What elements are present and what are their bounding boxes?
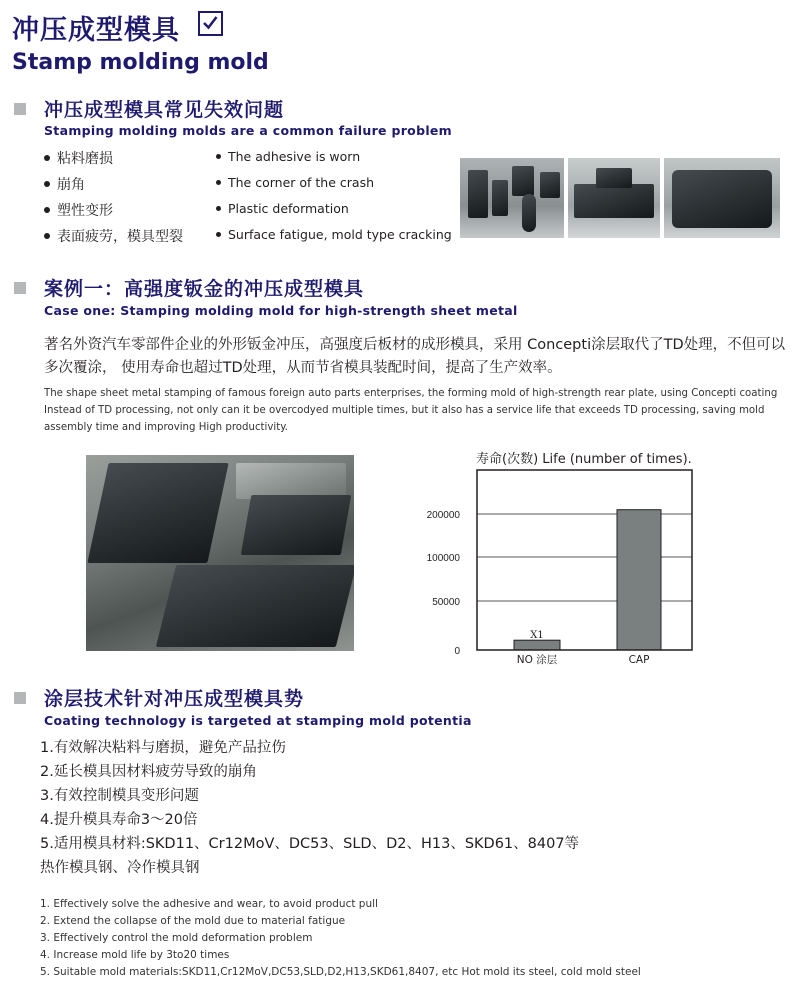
y-tick-label: 50000 <box>432 597 460 608</box>
list-item: 表面疲劳，模具型裂 <box>44 223 183 249</box>
bullet-icon <box>216 154 221 159</box>
list-item: 4.提升模具寿命3～20倍 <box>40 812 198 828</box>
list-item: 塑性变形 <box>44 197 183 223</box>
list-item: 5. Suitable mold materials:SKD11,Cr12MoV,DC53,SLD,D2,H13,SKD61,8407, etc Hot mold its steel, cold mold steel <box>40 966 641 978</box>
page-subtitle: Stamp molding mold <box>12 50 269 75</box>
list-item: The corner of the crash <box>216 169 452 195</box>
bar <box>514 640 560 650</box>
mold-block-photo <box>568 158 660 238</box>
list-item: 2. Extend the collapse of the mold due to material fatigue <box>40 915 346 927</box>
list-item: 1.有效解决粘料与磨损，避免产品拉伤 <box>40 740 286 756</box>
y-tick-label: 0 <box>454 646 460 657</box>
x-tick-label: CAP <box>628 654 650 666</box>
page-title: 冲压成型模具 <box>12 15 180 46</box>
bullet-icon <box>44 233 50 239</box>
x-tick-label: NO 涂层 <box>516 654 558 666</box>
list-item: 2.延长模具因材料疲劳导致的崩角 <box>40 764 257 780</box>
bullet-icon <box>44 155 50 161</box>
bullet-icon <box>44 207 50 213</box>
checkbox-icon <box>198 11 223 36</box>
section1-subtitle: Stamping molding molds are a common failure problem <box>44 123 453 138</box>
bullet-icon <box>216 180 221 185</box>
stamping-mold-photo <box>86 455 354 651</box>
y-tick-label: 100000 <box>426 553 460 564</box>
list-item: 3. Effectively control the mold deformation problem <box>40 932 313 944</box>
section3-title: 涂层技术针对冲压成型模具势 <box>44 688 305 710</box>
failure-list-cn <box>44 145 183 249</box>
list-item: 粘料磨损 <box>44 145 183 171</box>
bar <box>617 510 661 650</box>
section-square-icon <box>14 692 26 704</box>
section2-subtitle: Case one: Stamping molding mold for high-strength sheet metal <box>44 303 518 318</box>
list-item: 热作模具钢、冷作模具钢 <box>40 860 200 876</box>
y-tick-label: 200000 <box>426 510 460 521</box>
list-item: Plastic deformation <box>216 195 452 221</box>
section3-subtitle: Coating technology is targeted at stamping mold potentia <box>44 713 472 728</box>
advantage-list-cn <box>40 736 579 880</box>
list-item: 1. Effectively solve the adhesive and wear, to avoid product pull <box>40 898 378 910</box>
section1-title: 冲压成型模具常见失效问题 <box>44 99 285 121</box>
life-bar-chart <box>420 462 710 668</box>
section2-title: 案例一：高强度钣金的冲压成型模具 <box>44 278 365 300</box>
bar-label: X1 <box>530 630 544 642</box>
bullet-icon <box>44 181 50 187</box>
case-description-cn: 著名外资汽车零部件企业的外形钣金冲压，高强度后板材的成形模具，采用 Concepti涂层取代了TD处理，不但可以多次覆涂， 使用寿命也超过TD处理，从而节省模具装配时间，提高了生产效率。 <box>44 337 786 376</box>
mold-parts-photo <box>460 158 564 238</box>
list-item: 崩角 <box>44 171 183 197</box>
list-item: Surface fatigue, mold type cracking <box>216 221 452 247</box>
list-item: 4. Increase mold life by 3to20 times <box>40 949 230 961</box>
section-square-icon <box>14 103 26 115</box>
list-item: 3.有效控制模具变形问题 <box>40 788 199 804</box>
chart-title: 寿命(次数) Life (number of times). <box>476 452 692 467</box>
list-item: The adhesive is worn <box>216 143 452 169</box>
case-description-en: The shape sheet metal stamping of famous foreign auto parts enterprises, the forming mold of high-strength rear plate, using Concepti coating Instead of TD processing, not only can it be overcodyed multiple times, but it also has a service life that exceeds TD processing, saving mold assembly time and improving High productivity. <box>44 388 778 433</box>
mold-die-photo <box>664 158 780 238</box>
failure-list-en <box>216 143 452 247</box>
bullet-icon <box>216 206 221 211</box>
bullet-icon <box>216 232 221 237</box>
section-square-icon <box>14 282 26 294</box>
advantage-list-en <box>40 896 641 981</box>
list-item: 5.适用模具材料:SKD11、Cr12MoV、DC53、SLD、D2、H13、SKD61、8407等 <box>40 836 580 852</box>
